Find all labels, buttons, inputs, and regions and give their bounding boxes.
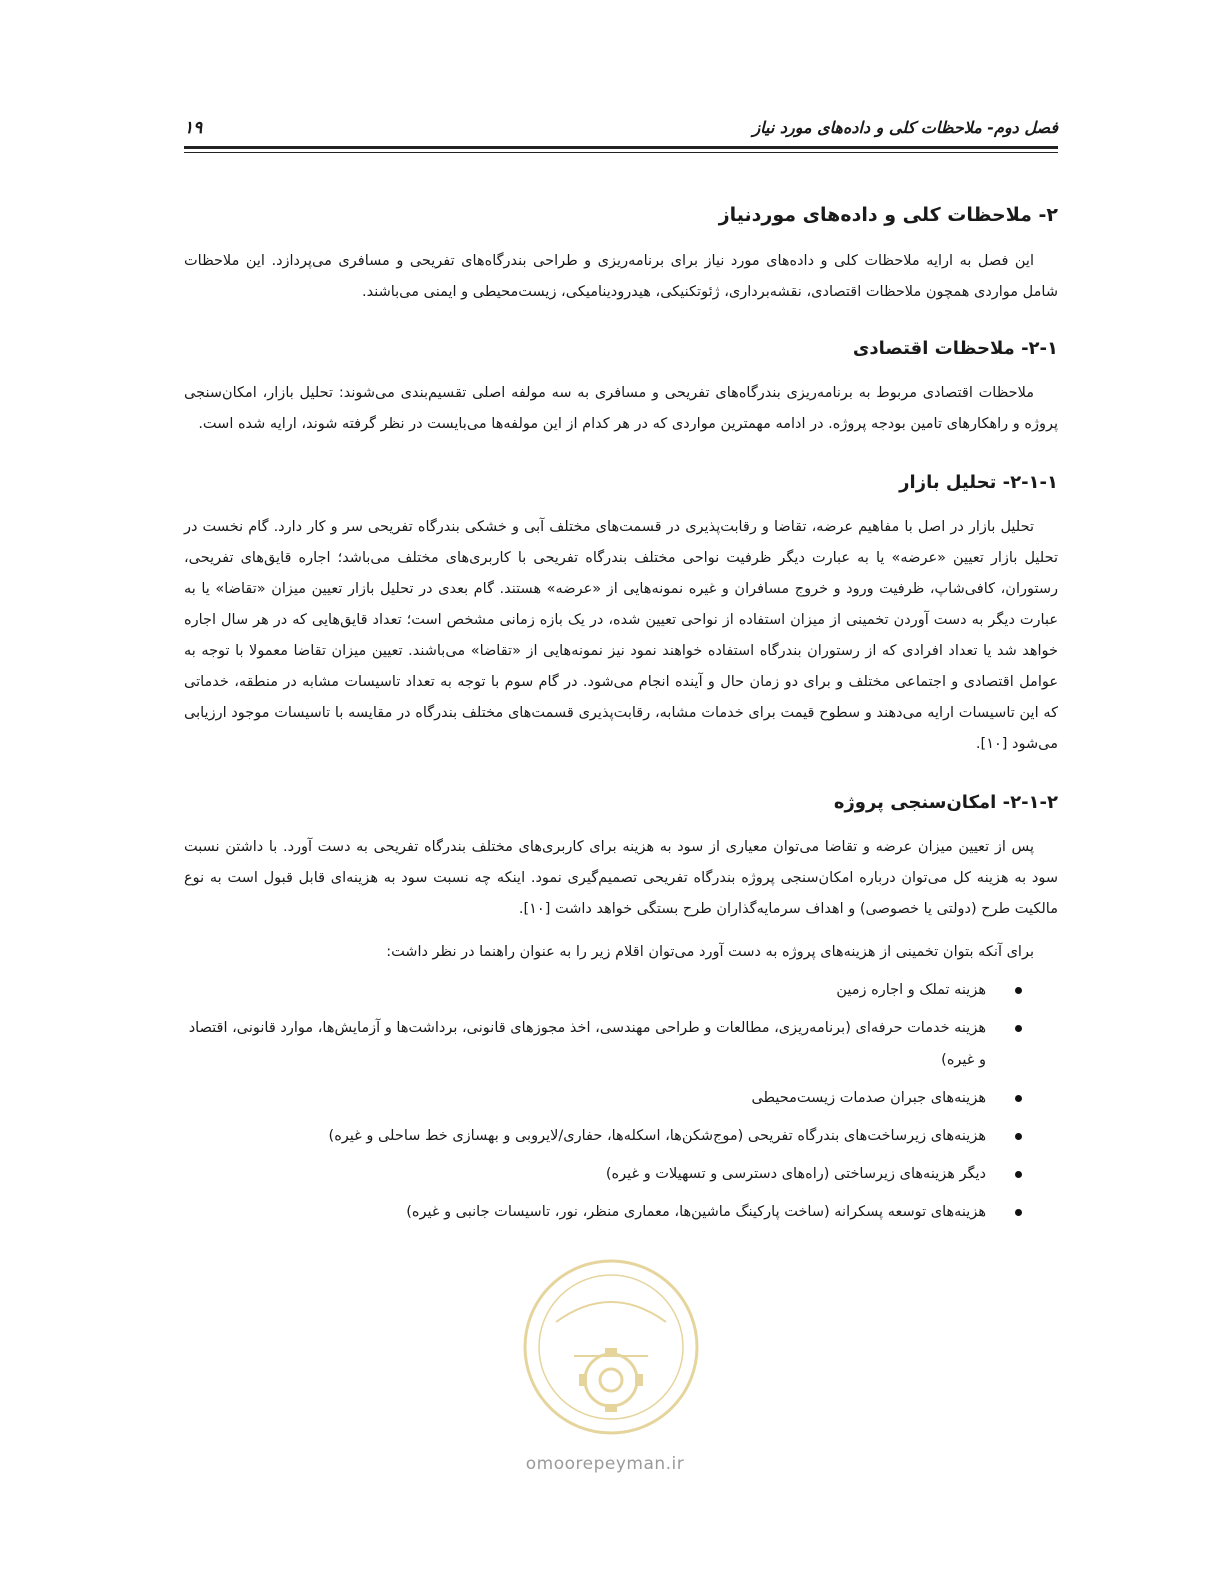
page-number: ۱۹ bbox=[184, 118, 203, 138]
list-item: هزینه‌های توسعه پسکرانه (ساخت پارکینگ ماشین‌ها، معماری منظر، نور، تاسیسات جانبی و غیره) bbox=[184, 1196, 986, 1228]
list-item: دیگر هزینه‌های زیرساختی (راه‌های دسترسی و تسهیلات و غیره) bbox=[184, 1158, 986, 1190]
bullet-icon bbox=[1015, 987, 1022, 994]
feasibility-paragraph: پس از تعیین میزان عرضه و تقاضا می‌توان معیاری از سود به هزینه برای کاربری‌های مختلف بندرگاه تفریحی به دست آورد. با داشتن نسبت سود به هزینه کل می‌توان درباره امکان‌سنجی پروژه بندرگاه تفریحی تصمیم‌گیری نمود. اینکه چه نسبت سود به هزینه‌ای قابل قبول است به نوع مالکیت طرح (دولتی یا خصوصی) و اهداف سرمایه‌گذاران طرح بستگی خواهد داشت [۱۰]. bbox=[184, 839, 1058, 917]
header-rule-thin bbox=[184, 152, 1058, 153]
list-item: هزینه‌های جبران صدمات زیست‌محیطی bbox=[184, 1082, 986, 1114]
watermark-site-text: omoorepeyman.ir bbox=[525, 1454, 685, 1474]
header-rule-thick bbox=[184, 146, 1058, 149]
watermark-logo-icon bbox=[516, 1252, 706, 1442]
bullet-icon bbox=[1015, 1095, 1022, 1102]
bullet-icon bbox=[1015, 1209, 1022, 1216]
list-item: هزینه خدمات حرفه‌ای (برنامه‌ریزی، مطالعات و طراحی مهندسی، اخذ مجوزهای قانونی، برداشت‌ها و آزمایش‌ها، موارد قانونی، اقتصاد و غیره) bbox=[184, 1012, 986, 1076]
intro-paragraph: این فصل به ارایه ملاحظات کلی و داده‌های مورد نیاز برای برنامه‌ریزی و طراحی بندرگاه‌های تفریحی و مسافری می‌پردازد. این ملاحظات شامل مواردی همچون ملاحظات اقتصادی، نقشه‌برداری، ژئوتکنیکی، هیدرودینامیکی، زیست‌محیطی و ایمنی می‌باشند. bbox=[184, 253, 1058, 300]
bullet-icon bbox=[1015, 1171, 1022, 1178]
running-header bbox=[184, 118, 1058, 144]
section-heading-2-1-2: ۲-۱-۲- امکان‌سنجی پروژه bbox=[833, 792, 1058, 813]
bullet-icon bbox=[1015, 1025, 1022, 1032]
costs-intro-paragraph: برای آنکه بتوان تخمینی از هزینه‌های پروژه به دست آورد می‌توان اقلام زیر را به عنوان راهنما در نظر داشت: bbox=[386, 944, 1034, 960]
chapter-title: فصل دوم- ملاحظات کلی و داده‌های مورد نیاز bbox=[752, 118, 1058, 137]
page-body bbox=[184, 198, 1058, 1234]
section-heading-2-1-1: ۲-۱-۱- تحلیل بازار bbox=[899, 472, 1058, 493]
cost-items-list bbox=[184, 974, 1058, 1228]
economic-paragraph: ملاحظات اقتصادی مربوط به برنامه‌ریزی بندرگاه‌های تفریحی و مسافری به سه مولفه اصلی تقسیم‌بندی می‌شوند: تحلیل بازار، امکان‌سنجی پروژه و راهکارهای تامین بودجه پروژه. در ادامه مهمترین مواردی که در هر کدام از این مولفه‌ها می‌بایست در نظر گرفته شوند، ارایه شده است. bbox=[184, 385, 1058, 432]
list-item: هزینه‌های زیرساخت‌های بندرگاه تفریحی (موج‌شکن‌ها، اسکله‌ها، حفاری/لایروبی و بهسازی خط ساحلی و غیره) bbox=[184, 1120, 986, 1152]
bullet-icon bbox=[1015, 1133, 1022, 1140]
market-analysis-paragraph: تحلیل بازار در اصل با مفاهیم عرضه، تقاضا و رقابت‌پذیری در قسمت‌های مختلف آبی و خشکی بندرگاه تفریحی سر و کار دارد. گام نخست در تحلیل بازار تعیین «عرضه» یا به عبارت دیگر ظرفیت نواحی مختلف بندرگاه تفریحی با کاربری‌های مختلف می‌باشد؛ اجاره قایق‌های تفریحی، رستوران، کافی‌شاپ، ظرفیت ورود و خروج مسافران و غیره نمونه‌هایی از «عرضه» هستند. گام بعدی در تحلیل بازار تعیین میزان «تقاضا» یا به عبارت دیگر به دست آوردن تخمینی از میزان استفاده از نواحی تعیین شده، در یک بازه زمانی مشخص است؛ تعداد قایق‌هایی که در هر سال اجاره خواهد شد یا تعداد افرادی که از رستوران بندرگاه استفاده خواهند نمود نیز نمونه‌هایی از «تقاضا» می‌باشند. تعیین میزان تقاضا معمولا با توجه به عوامل اقتصادی و اجتماعی مختلف و برای دو زمان حال و آینده انجام می‌شود. در گام سوم با توجه به تعداد تاسیسات مشابه در منطقه، خدماتی که این تاسیسات ارایه می‌دهند و سطوح قیمت برای خدمات مشابه، رقابت‌پذیری قسمت‌های مختلف بندرگاه در مقایسه با تاسیسات موجود ارزیابی می‌شود [۱۰]. bbox=[184, 519, 1058, 752]
section-heading-2: ۲- ملاحظات کلی و داده‌های موردنیاز bbox=[718, 204, 1058, 226]
section-heading-2-1: ۲-۱- ملاحظات اقتصادی bbox=[852, 338, 1058, 359]
list-item: هزینه تملک و اجاره زمین bbox=[184, 974, 986, 1006]
